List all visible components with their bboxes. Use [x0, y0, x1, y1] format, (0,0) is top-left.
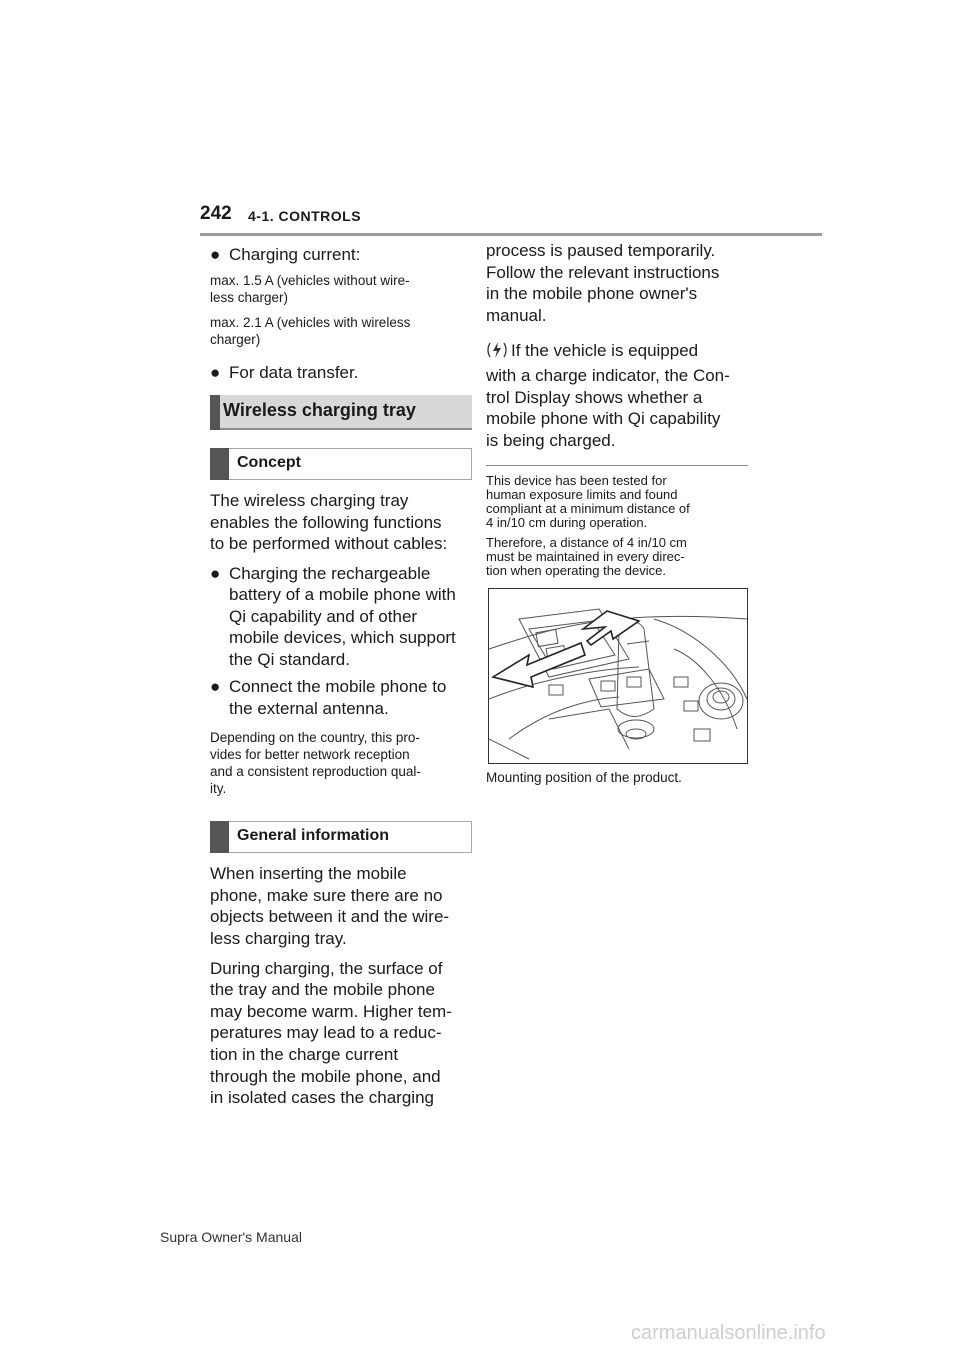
bullet-charge-battery — [210, 563, 472, 671]
bullet-dot-icon: ● — [210, 245, 221, 264]
bullet-dot-icon: ● — [210, 677, 221, 697]
heading-general-information — [210, 821, 472, 853]
exposure-note-2: Therefore, a distance of 4 in/10 cm must be maintained in every direc- tion when operating the device. — [486, 535, 687, 579]
right-column — [486, 240, 748, 786]
bullet-data-transfer — [210, 362, 472, 384]
concept-text: The wireless charging tray enables the following functions to be performed without cables: — [210, 491, 448, 554]
left-column — [210, 244, 472, 1117]
spec-without-charger: max. 1.5 A (vehicles without wire- less charger) — [210, 272, 410, 305]
heading-bar — [210, 448, 229, 480]
bullet-dot-icon: ● — [210, 362, 221, 382]
note-rule — [486, 465, 748, 466]
general-paragraph-1: When inserting the mobile phone, make sure there are no objects between it and the wire- less charging tray. — [210, 864, 450, 949]
continued-paragraph: process is paused temporarily. Follow the relevant instructions in the mobile phone owner's manual. — [486, 241, 720, 325]
header-rule — [200, 233, 822, 236]
bullet-charging-current — [210, 244, 472, 266]
general-paragraph-2: During charging, the surface of the tray and the mobile phone may become warm. Higher tem- peratures may lead to a reduc- tion in the charge current through the mobile phone, and in isolated cases the charging — [210, 958, 452, 1108]
spec-with-charger: max. 2.1 A (vehicles with wireless charger) — [210, 314, 411, 347]
heading-text: Wireless charging tray — [223, 400, 416, 420]
mounting-position-illustration — [488, 588, 748, 764]
bullet-text: Connect the mobile phone to the external antenna. — [229, 677, 447, 718]
bullet-connect-antenna — [210, 676, 472, 719]
figure-caption: Mounting position of the product. — [486, 770, 682, 786]
heading-bar — [210, 395, 220, 430]
heading-text: General information — [237, 827, 390, 845]
charge-indicator-text: If the vehicle is equipped with a charge indicator, the Con- trol Display shows whether a mobile phone with Qi capability is being charged. — [486, 341, 730, 450]
charge-indicator-icon — [486, 341, 508, 365]
antenna-note: Depending on the country, this pro- vides for better network reception and a consistent reproduction qual- ity. — [210, 730, 421, 797]
exposure-note-1: This device has been tested for human exposure limits and found compliant at a minimum distance of 4 in/10 cm during operation. — [486, 473, 690, 531]
bullet-text: Charging current: — [229, 245, 361, 264]
heading-bar — [210, 821, 229, 853]
bullet-text: Charging the rechargeable battery of a mobile phone with Qi capability and of other mobile devices, which support the Qi standard. — [229, 563, 456, 669]
heading-wireless-charging-tray — [210, 395, 472, 430]
footer-manual-title: Supra Owner's Manual — [160, 1229, 302, 1245]
section-title: 4-1. CONTROLS — [248, 208, 362, 224]
watermark: carmanualsonline.info — [631, 1322, 826, 1344]
bullet-text: For data transfer. — [229, 362, 359, 382]
heading-text: Concept — [237, 454, 301, 471]
heading-concept — [210, 448, 472, 480]
page-number: 242 — [200, 203, 232, 224]
charge-indicator-paragraph — [486, 340, 748, 451]
bullet-dot-icon: ● — [210, 563, 221, 583]
